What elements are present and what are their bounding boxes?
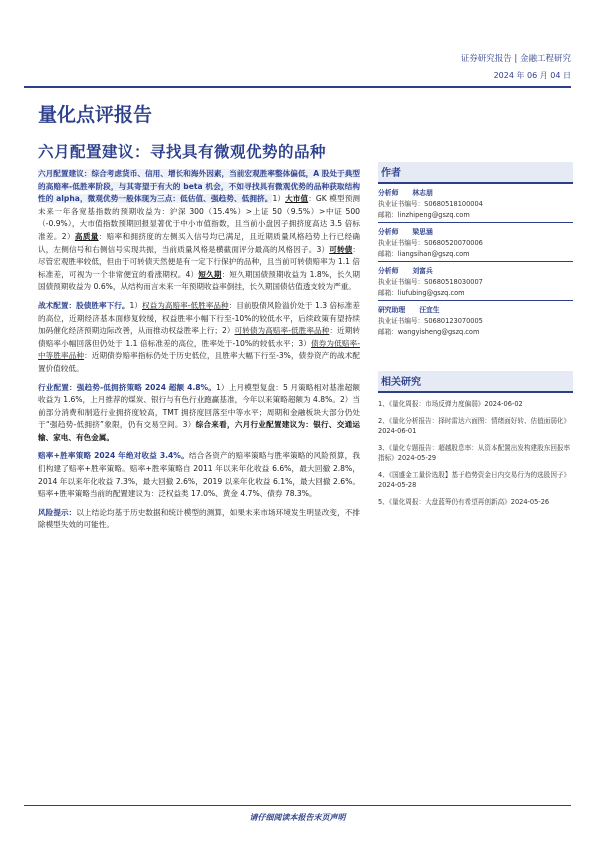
paragraph-allocation: 六月配置建议：综合考虑货币、信用、增长和海外因素，当前宏观胜率整体偏低，A 股处于典型的高赔率-低胜率阶段，与其寄望于有大的 beta 机会，不如寻找具有微观优势的品种获取结构性的 alpha，微观优势一般体现为三点：低估值、强趋势、低拥挤。1）大市值：GK 模型预测未来一年各宽基指数的预期收益为：沪深 300（15.4%）>上证 50（9.5%）>中证 500（-0.9%），大市值指数预期回报显著优于中小市值指数，且当前小盘因子拥挤度高达 3.5 倍标准差。2）高质量：赔率和拥挤度的左侧买入信号均已满足，且近期质量风格趋势上行已经确认，左侧信号和右侧信号实现共振，当前质量风格是横截面评分最高的风格因子。3）可转债：尽管宏观胜率较低，但由于可转债天然便是有一定下行保护的品种，且当前可转债赔率为 1.1 倍标准差，可视为一个非常便宜的看涨期权。4）短久期：短久期国债预期收益为 1.8%，长久期国债预期收益为 0.6%，从结构而言未来一年预期收益率倒挂，长久期国债估值透支较为严重。 [38, 169, 361, 292]
author-email[interactable]: 邮箱：liangsihan@gszq.com [378, 249, 470, 258]
footer-divider [24, 805, 571, 806]
paragraph-tactical: 战术配置：股债胜率下行。1）权益为高赔率-低胜率品种：目前股债风险溢价处于 1.3 倍标准差的高位，近期经济基本面修复较缓，权益胜率小幅下行至-10%的较低水平，后续政策有望持续加码催化经济预期边际改善，从而推动权益胜率上行；2）可转债为高赔率-低胜率品种：近期转债赔率小幅回落但仍处于 1.1 倍标准差的高位，胜率处于-10%的较低水平；3）债券为低赔率-中等胜率品种：近期债券赔率指标仍处于历史低位，且胜率大幅下行至-3%，债券资产的战术配置价值较低。 [38, 300, 360, 373]
report-date: 2024 年 06 月 04 日 [493, 71, 571, 80]
related-item[interactable]: 1、《量化周报：市场反弹力度偏弱》2024-06-02 [378, 400, 523, 408]
risk-lead: 风险提示： [38, 507, 77, 517]
allocation-lead: 六月配置建议：综合考虑货币、信用、增长和海外因素，当前宏观胜率整体偏低，A 股处于典型的高赔率-低胜率阶段，与其寄望于有大的 beta 机会，不如寻找具有微观优势的品种获取结构性的 alpha，微观优势一般体现为三点：低估值、强趋势、低拥挤。 [38, 169, 360, 204]
author-block: 分析师 刘富兵 执业证书编号：S0680518030007 邮箱：liufubing@gszq.com [378, 266, 573, 301]
related-item[interactable]: 2、《量化分析报告：择时雷达六面图：情绪面好转、估值面弱化》2024-06-01 [378, 416, 571, 435]
related-title: 相关研究 [378, 371, 573, 393]
related-item[interactable]: 3、《量化专题报告：超越股息率：从资本配置出发构建股东回报率指标》2024-05-29 [378, 443, 571, 462]
document-type: 量化点评报告 [38, 104, 153, 126]
related-item[interactable]: 4、《国盛金工量价选股】基于趋势资金日内交易行为的选股因子》2024-05-28 [378, 470, 571, 489]
tactical-lead: 战术配置：股债胜率下行。 [38, 300, 130, 310]
header-divider [24, 86, 571, 88]
related-item[interactable]: 5、《量化周报：大盘蓝筹仍有希望再创新高》2024-05-26 [378, 497, 550, 506]
sidebar [378, 162, 573, 513]
paragraph-strategy: 赔率+胜率策略 2024 年绝对收益 3.4%。结合各资产的赔率策略与胜率策略的风险预算，我们构建了赔率+胜率策略。赔率+胜率策略自 2011 年以来年化收益 6.6%，最大回撤 2.8%，2014 年以来年化收益 7.3%，最大回撤 2.6%，2019 以来年化收益 6.1%，最大回撤 2.6%。赔率+胜率策略当前的配置建议为：泛权益类 17.0%、黄金 4.7%、债券 78.3%。 [38, 451, 360, 499]
authors-title: 作者 [378, 162, 573, 184]
related-research [378, 371, 573, 507]
author-email[interactable]: 邮箱：linzhipeng@gszq.com [378, 210, 470, 219]
report-headline: 六月配置建议：寻找具有微观优势的品种 [38, 142, 327, 161]
author-name: 刘富兵 [412, 267, 433, 275]
industry-recommendation: 综合来看，六月行业配置建议为：银行、交通运输、家电、有色金属。 [38, 420, 360, 442]
keyword-short-duration: 短久期 [198, 269, 222, 279]
author-name: 汪宜生 [419, 306, 440, 314]
author-block: 研究助理 汪宜生 执业证书编号：S0680123070005 邮箱：wangyisheng@gszq.com [378, 305, 573, 337]
industry-lead: 行业配置：强趋势-低拥挤策略 2024 超额 4.8%。 [38, 382, 217, 392]
main-body [38, 168, 360, 538]
keyword-quality: 高质量 [74, 231, 99, 241]
strategy-lead: 赔率+胜率策略 2024 年绝对收益 3.4%。 [38, 451, 189, 461]
report-category: 证券研究报告 | 金融工程研究 [460, 54, 571, 64]
keyword-convertible: 可转债 [329, 244, 353, 254]
paragraph-industry: 行业配置：强趋势-低拥挤策略 2024 超额 4.8%。1）上月模型复盘：5 月策略相对基准超额收益为 1.6%，上月推荐的煤炭、银行与有色行业跑赢基准，今年以来策略超额为 4.8%。2）当前部分消费和制造行业拥挤度较高，TMT 拥挤度回落至中等水平；周期和金融板块大部分仍处于“强趋势-低拥挤”象限，仍有交易空间。3）综合来看，六月行业配置建议为：银行、交通运输、家电、有色金属。 [38, 382, 361, 442]
author-name: 梁思涵 [412, 228, 433, 236]
author-email[interactable]: 邮箱：wangyisheng@gszq.com [378, 327, 480, 336]
report-header [461, 52, 571, 81]
author-block: 分析师 林志朋 执业证书编号：S0680518100004 邮箱：linzhipeng@gszq.com [378, 188, 573, 223]
author-name: 林志朋 [412, 189, 433, 197]
keyword-large-cap: 大市值 [285, 194, 309, 204]
author-email[interactable]: 邮箱：liufubing@gszq.com [378, 288, 465, 297]
footer-disclaimer: 请仔细阅读本报告末页声明 [249, 813, 346, 822]
paragraph-risk: 风险提示：以上结论均基于历史数据和统计模型的测算，如果未来市场环境发生明显改变，不排除模型失效的可能性。 [38, 507, 360, 530]
author-block: 分析师 梁思涵 执业证书编号：S0680520070006 邮箱：liangsihan@gszq.com [378, 227, 573, 262]
